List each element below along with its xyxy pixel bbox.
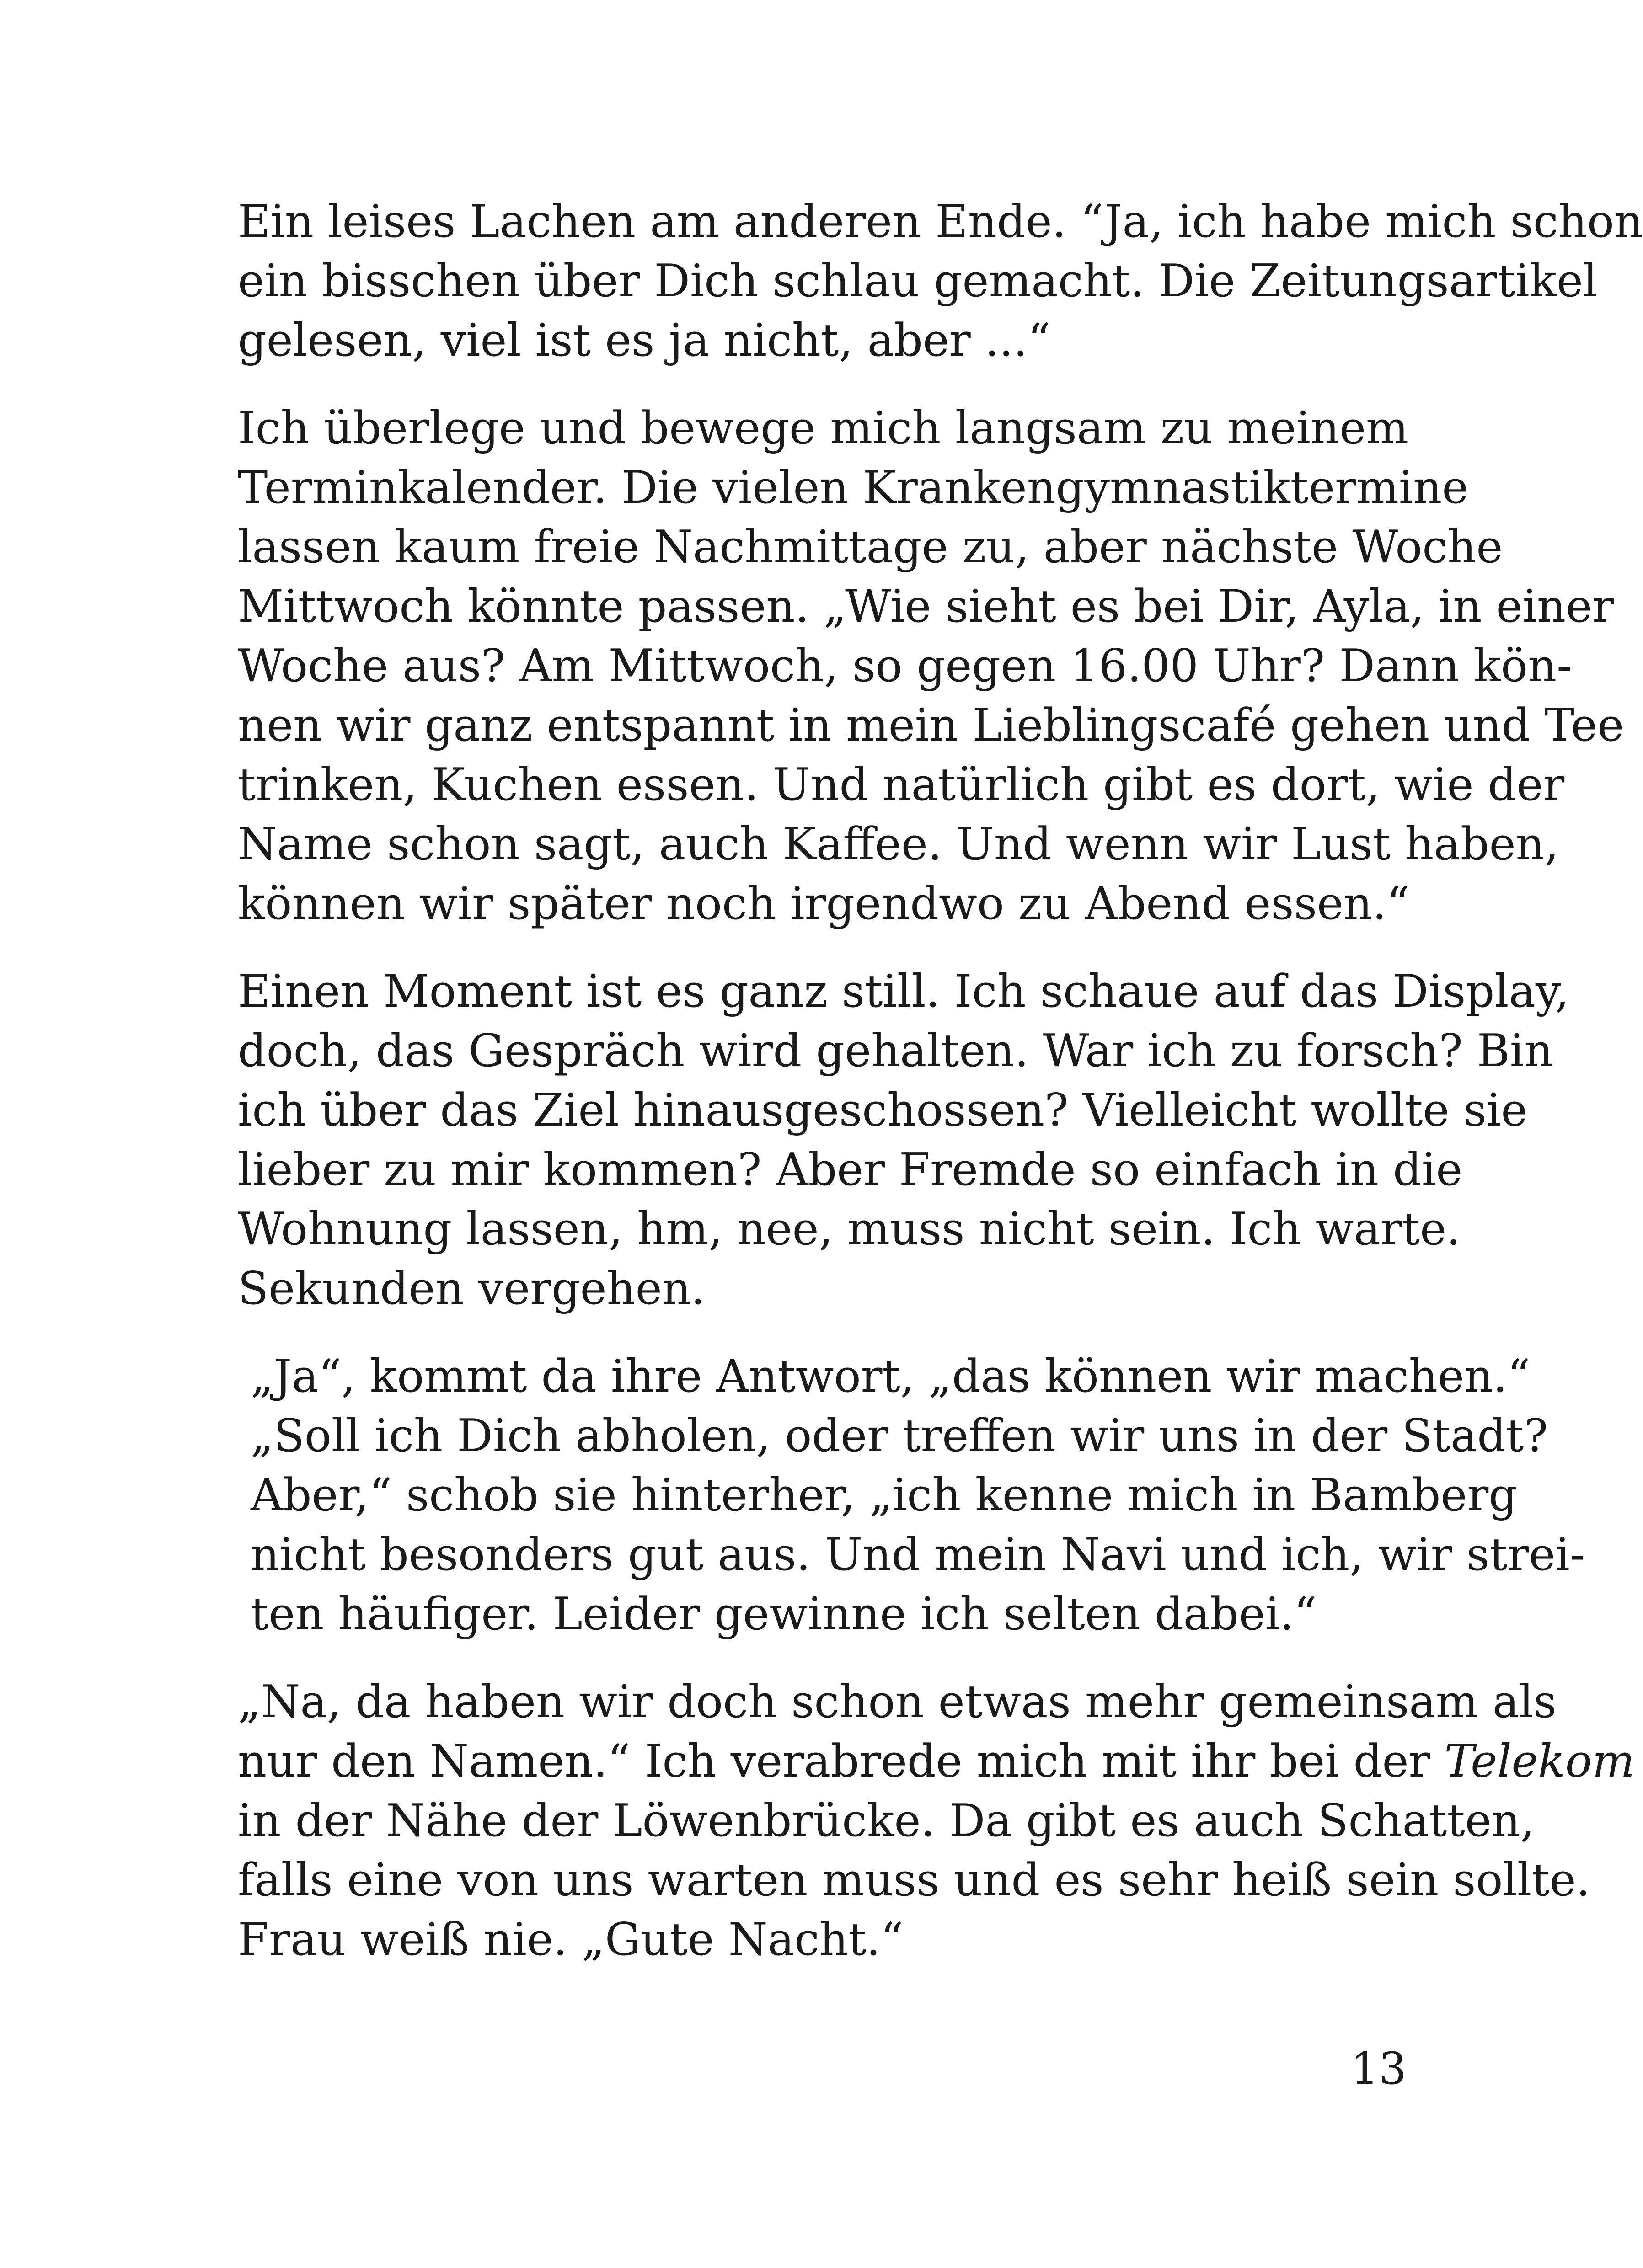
- text-line-mixed: [238, 1732, 1635, 1791]
- text-line: in der Nähe der Löwenbrücke. Da gibt es auch Schatten,: [238, 1795, 1535, 1847]
- text-line: Aber,“ schob sie hinterher, „ich kenne mich in Bamberg: [251, 1469, 1517, 1521]
- text-line: ten häufiger. Leider gewinne ich selten dabei.“: [251, 1588, 1317, 1640]
- paragraph-3: [238, 962, 1569, 1318]
- text-line: ein bisschen über Dich schlau gemacht. Die Zeitungsartikel: [238, 255, 1598, 307]
- text-line: nicht besonders gut aus. Und mein Navi und ich, wir strei-: [251, 1529, 1585, 1581]
- text-line: Ein leises Lachen am anderen Ende. “Ja, ich habe mich schon: [238, 196, 1643, 248]
- text-line: Mittwoch könnte passen. „Wie sieht es bei Dir, Ayla, in einer: [238, 581, 1614, 633]
- text-line: Wohnung lassen, hm, nee, muss nicht sein. Ich warte.: [238, 1203, 1461, 1255]
- text-line: können wir später noch irgendwo zu Abend essen.“: [238, 878, 1410, 930]
- italic-term-telekom: Telekom: [1444, 1735, 1635, 1788]
- text-line: ich über das Ziel hinausgeschossen? Vielleicht wollte sie: [238, 1084, 1528, 1137]
- text-line: trinken, Kuchen essen. Und natürlich gibt es dort, wie der: [238, 759, 1565, 811]
- text-line: gelesen, viel ist es ja nicht, aber ...“: [238, 315, 1051, 367]
- text-line: Einen Moment ist es ganz still. Ich schaue auf das Display,: [238, 966, 1569, 1018]
- text-line: Terminkalender. Die vielen Krankengymnastiktermine: [238, 462, 1469, 514]
- text-line: Ich überlege und bewege mich langsam zu meinem: [238, 402, 1408, 454]
- text-line: lieber zu mir kommen? Aber Fremde so einfach in die: [238, 1144, 1463, 1196]
- text-line: lassen kaum freie Nachmittage zu, aber nächste Woche: [238, 521, 1503, 573]
- paragraph-4: [238, 1347, 1585, 1644]
- paragraph-2: [238, 399, 1624, 934]
- text-line: nen wir ganz entspannt in mein Lieblingscafé gehen und Tee: [238, 699, 1624, 752]
- text-line: doch, das Gespräch wird gehalten. War ich zu forsch? Bin: [238, 1025, 1553, 1077]
- text-line: Sekunden vergehen.: [238, 1263, 706, 1315]
- paragraph-5: [238, 1672, 1635, 1969]
- text-line: „Na, da haben wir doch schon etwas mehr gemeinsam als: [238, 1676, 1557, 1728]
- page-number: 13: [1350, 2043, 1407, 2094]
- text-line: Name schon sagt, auch Kaffee. Und wenn wir Lust haben,: [238, 818, 1559, 870]
- text-line: „Soll ich Dich abholen, oder treffen wir uns in der Stadt?: [251, 1410, 1548, 1462]
- paragraph-1: [238, 192, 1643, 370]
- text-segment: nur den Namen.“ Ich verabrede mich mit ihr bei der: [238, 1735, 1445, 1788]
- text-line: falls eine von uns warten muss und es sehr heiß sein sollte.: [238, 1854, 1590, 1906]
- text-line: Frau weiß nie. „Gute Nacht.“: [238, 1914, 904, 1966]
- text-line: „Ja“, kommt da ihre Antwort, „das können wir machen.“: [251, 1350, 1531, 1403]
- text-line: Woche aus? Am Mittwoch, so gegen 16.00 Uhr? Dann kön-: [238, 640, 1572, 692]
- body-text: [238, 192, 1643, 1998]
